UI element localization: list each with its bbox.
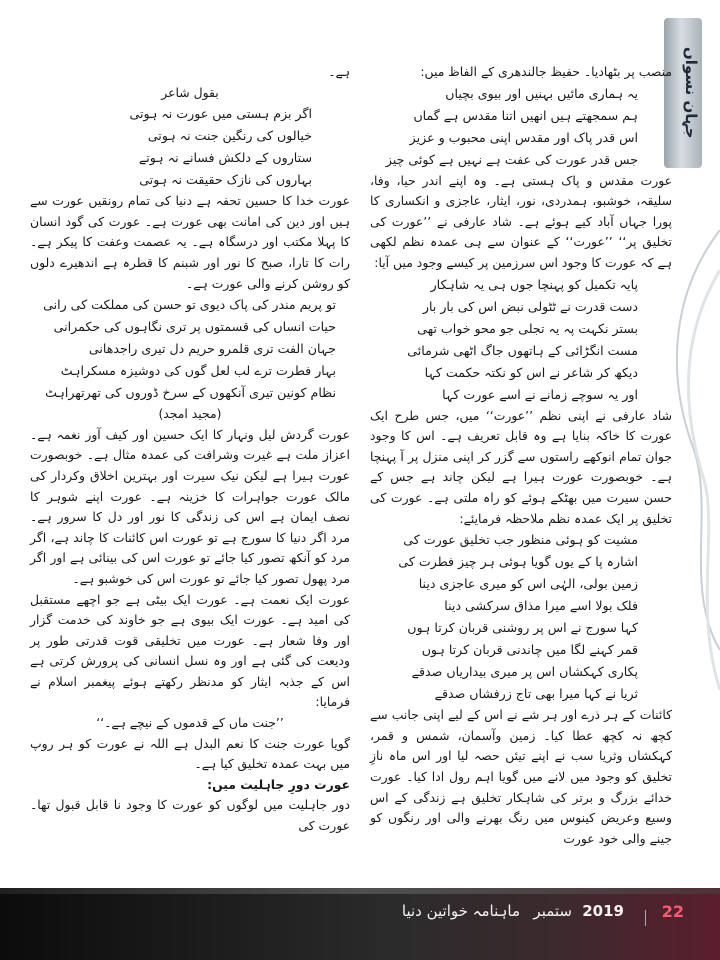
issue-year: 2019: [582, 902, 624, 920]
verse-line: پکاری کہکشاں اس پر میری بیداریاں صدقے: [411, 664, 638, 680]
verse-line: بستر نکہت پہ یہ تجلی جو محو خواب تھی: [417, 320, 638, 336]
verse-line: دیکھ کر شاعر نے اس کو نکتہ حکمت کہا: [424, 364, 638, 380]
body-paragraph: دور جاہلیت میں لوگوں کو عورت کا وجود نا قابل قبول تھا۔ عورت کی: [30, 797, 350, 834]
verse-line: ستاروں کے دلکش فسانے نہ ہوتے: [138, 150, 312, 166]
verse-line: اگر بزم ہستی میں عورت نہ ہوتی: [129, 106, 312, 122]
verse-line: خیالوں کی رنگین جنت نہ ہوتی: [147, 128, 312, 144]
footer-highlight: [0, 888, 720, 894]
body-paragraph: عورت گردش لیل ونہار کا ایک حسین اور کیف آور نغمہ ہے۔ اعزاز ملت ہے غیرت وشرافت کی عمدہ مثال ہے۔ خوبصورت عورت ہیرا ہے لیکن نیک سیرت اور بہترین اخلاق وکردار کی مالک عورت جواہرات کا خزینہ ہے۔ عورت اپنے شوہر کا نصف ایمان ہے اس کی زندگی کا نور اور دل کا سرور ہے۔ مرد اگر دنیا کا سورج ہے تو عورت اس کائنات کا چاند ہے، اگر مرد کو آنکھ تصور کیا جائے تو عورت اس کی بینائی ہے اور اگر مرد پھول تصور کیا جائے تو عورت اس کی خوشبو ہے۔: [30, 426, 350, 586]
verse-line: فلک بولا اسے میرا مذاق سرکشی دینا: [444, 598, 638, 614]
hadith-quote: ’’جنت ماں کے قدموں کے نیچے ہے۔‘‘: [96, 715, 284, 731]
verse-line: حیات انساں کی قسمتوں پر تری نگاہوں کی حکمرانی: [53, 319, 336, 335]
verse-line: اور یہ سوچے زمانے نے اسے عورت کہا: [442, 386, 638, 402]
verse-line: اشارہ پا کے یوں گویا ہوئی ہر چیز فطرت کی: [398, 554, 638, 570]
verse-line: قمر کہنے لگا میں چاندنی قربان کرتا ہوں: [421, 642, 638, 658]
section-tab-title: جہان نسواں: [682, 47, 700, 139]
body-paragraph: عورت خدا کا حسین تحفہ ہے دنیا کی تمام رونقیں عورت سے ہیں اور دین کی امانت بھی عورت ہے۔ عورت کی گود انسان کا پہلا مکتب اور درسگاہ ہے۔ یہ عصمت وعفت کا پیکر ہے۔ رات کا تارا، صبح کا نور اور شبنم کا قطرہ ہے اندھیرے دلوں کو روشن کرنے والی عورت ہے۔: [30, 193, 350, 291]
right-column: [370, 62, 672, 849]
verse-line: ثریا نے کہا میرا بھی تاج زرفشاں صدقے: [434, 686, 638, 702]
verse-line: مشیت کو ہوئی منظور جب تخلیق عورت کی: [403, 532, 638, 548]
footer-divider: [645, 910, 646, 926]
verse-line: کہا سورج نے اس پر روشنی قربان کرتا ہوں: [407, 620, 638, 636]
intro-text: منصب پر بٹھادیا۔ حفیظ جالندھری کے الفاظ میں:: [420, 64, 672, 79]
body-paragraph: شاد عارفی نے اپنی نظم ’’عورت‘‘ میں، جس طرح ایک عورت کا خاکہ بنایا ہے وہ قابل تعریف ہے۔ اس کا وجود جوان تمام انوکھے راستوں سے گزر کر اپنی منزل پر آ پہنچا ہے۔ خوبصورت عورت ہیرا ہے لیکن چاند ہے جس کے حسن سیرت میں بھٹکے ہوئے کو راہ ملتی ہے۔ عورت کی تخلیق پر ایک عمدہ نظم ملاحظہ فرمایئے:: [370, 407, 672, 526]
verse-line: بہار فطرت ترے لب لعل گوں کی دوشیزہ مسکراہٹ: [60, 363, 336, 379]
verse-line: نظام کونین تیری آنکھوں کے سرخ ڈوروں کی تھرتھراہٹ: [45, 385, 336, 401]
verse-line: پایہ تکمیل کو پہنچا جوں ہی یہ شاہکار: [430, 276, 638, 292]
page-footer: [0, 888, 720, 960]
issue-month: ستمبر: [533, 902, 572, 920]
verse-line: اس قدر پاک اور مقدس اپنی محبوب و عزیز: [409, 129, 638, 145]
body-paragraph: کائنات کے ہر ذرے اور ہر شے نے اس کے لیے اپنی جانب سے کچھ نہ کچھ عطا کیا۔ زمین وآسمان، شمس و قمر، کہکشاں وثریا سب نے اپنے تیئں حصہ لیا اور اس ماہ نازِ تخلیق کو وجود میں لانے میں گویا اہم رول ادا کیا۔ عورت خدائے بزرگ و برتر کی شاہکار تخلیق ہے زندگی کے اس وسیع وعریض کینوس میں رنگ بھرنے والی اور رنگوں کو جینے والی خود عورت: [370, 707, 672, 846]
verse-line: یہ ہماری مائیں بہنیں اور بیوی بچیاں: [445, 85, 638, 101]
poet-attribution: (مجید امجد): [158, 406, 222, 422]
poem-bazm: [30, 103, 350, 191]
page-number: 22: [661, 902, 684, 921]
verse-line: جہان الفت تری قلمرو حریم دل تیری راجدھانی: [88, 341, 336, 357]
verse-line: تو پریم مندر کی پاک دیوی تو حسن کی مملکت کی رانی: [43, 297, 336, 313]
poem-hafeez: [370, 83, 672, 171]
left-column: [30, 62, 350, 837]
verse-line: دست قدرت نے ٹٹولی نبض اس کی بار بار: [422, 298, 638, 314]
verse-line: بہاروں کی نازک حقیقت نہ ہوتی: [139, 172, 312, 188]
verse-line: ہم سمجھتے ہیں انھیں اتنا مقدس ہے گماں: [413, 107, 638, 123]
poem-creation: [370, 529, 672, 705]
verse-line: جس قدر عورت کی عفت ہے نہیں ہے کوئی چیز: [385, 151, 638, 167]
body-paragraph: عورت مقدس و پاک ہستی ہے۔ وہ اپنے اندر حیا، وفا، سلیقہ، خوشبو، ہمدردی، نور، ایثار، عاجزی و انکساری کا پورا جہاں آباد کیے ہوئے ہے۔ شاد عارفی نے ’’عورت کی تخلیق پر‘‘ ’’عورت‘‘ کے عنوان سے ہی عمدہ نظم لکھی ہے کہ عورت کا وجود اس سرزمین پر کیسے وجود میں آیا:: [370, 172, 672, 270]
body-paragraph: گویا عورت جنت کا نعم البدل ہے اللہ نے عورت کو ہر روپ میں بہت عمدہ تخلیق کیا ہے۔: [30, 735, 350, 772]
poem-majeed-amjad: [30, 294, 350, 404]
verse-line: مست انگڑائی کے ہاتھوں جاگ اٹھی شرمائی: [407, 342, 638, 358]
magazine-name: ماہنامہ خواتین دنیا: [401, 902, 520, 920]
verse-line: زمین بولی، الہٰی اس کو میری عاجزی دینا: [418, 576, 638, 592]
body-paragraph: عورت ایک نعمت ہے۔ عورت ایک بیٹی ہے جو اچھے مستقبل کی امید ہے۔ عورت ایک بیوی ہے جو خاوند کی خدمت گزار اور وفا شعار ہے۔ عورت میں تخلیقی قوت قدرتی طور پر ودیعت کی گئی ہے اور وہ نسل انسانی کی پرورش کرتی ہے اس کے جذبہ ایثار کو مدنظر رکھتے ہوئے پیغمبر اسلام نے فرمایا:: [30, 591, 350, 710]
section-heading: عورت دورِ جاہلیت میں:: [207, 776, 350, 792]
poet-attribution: بقول شاعر: [161, 84, 219, 100]
continued-text: ہے۔: [328, 64, 350, 79]
poem-shad-arifi: [370, 274, 672, 406]
